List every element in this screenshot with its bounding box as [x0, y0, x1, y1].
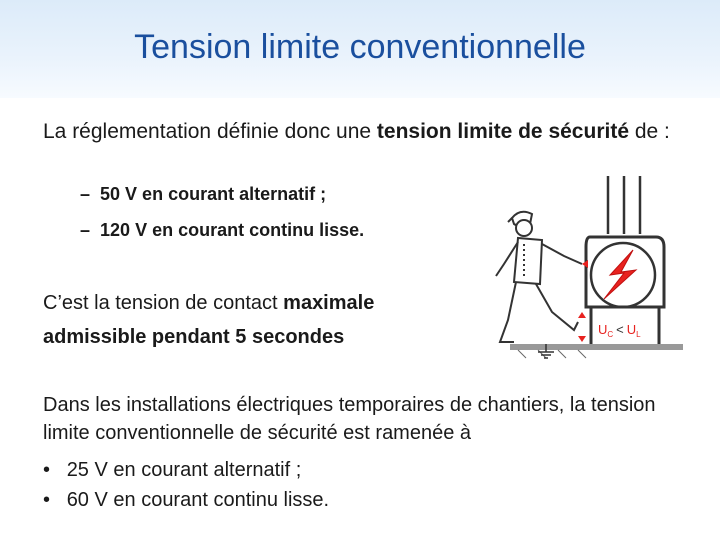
temporary-installations-paragraph: Dans les installations électriques temporaires de chantiers, la tension limite conventionnelle de sécurité est ramenée à — [43, 394, 656, 444]
intro-paragraph — [43, 117, 683, 146]
dash-text: 50 V en courant alternatif ; — [100, 184, 327, 204]
dash-marker: – — [80, 220, 91, 240]
slide-title: Tension limite conventionnelle — [134, 28, 586, 66]
contact-text: C’est la tension de contact — [43, 292, 278, 314]
svg-text:UC<UL — [598, 322, 641, 339]
dash-item — [80, 216, 364, 244]
contact-bold-2: admissible pendant 5 secondes — [43, 326, 345, 348]
contact-paragraph — [43, 286, 374, 354]
ground-hatch — [510, 344, 683, 350]
dash-item — [80, 180, 326, 208]
bullet-text: 25 V en courant alternatif ; — [66, 459, 302, 481]
bullet-text: 60 V en courant continu lisse. — [66, 489, 330, 511]
label-ul: U — [626, 322, 637, 337]
contact-bold-1: maximale — [283, 292, 375, 314]
bullet-marker: • — [43, 459, 51, 481]
indirect-contact-illustration — [478, 172, 686, 362]
bullet-item — [43, 456, 301, 484]
label-ul-sub: L — [636, 330, 641, 339]
bullet-marker: • — [43, 489, 51, 511]
lightning-icon — [604, 250, 636, 299]
dash-marker: – — [80, 184, 91, 204]
supply-lines — [608, 176, 640, 234]
bullet-item — [43, 486, 329, 514]
worker-figure — [496, 212, 582, 342]
label-operator: < — [616, 322, 624, 337]
label-uc: U — [598, 322, 608, 337]
dash-text: 120 V en courant continu lisse. — [100, 220, 365, 240]
label-uc-sub: C — [607, 330, 614, 339]
intro-text: La réglementation définie donc une — [43, 120, 372, 143]
intro-end: de : — [634, 120, 670, 143]
intro-bold-term: tension limite de sécurité — [376, 120, 629, 143]
